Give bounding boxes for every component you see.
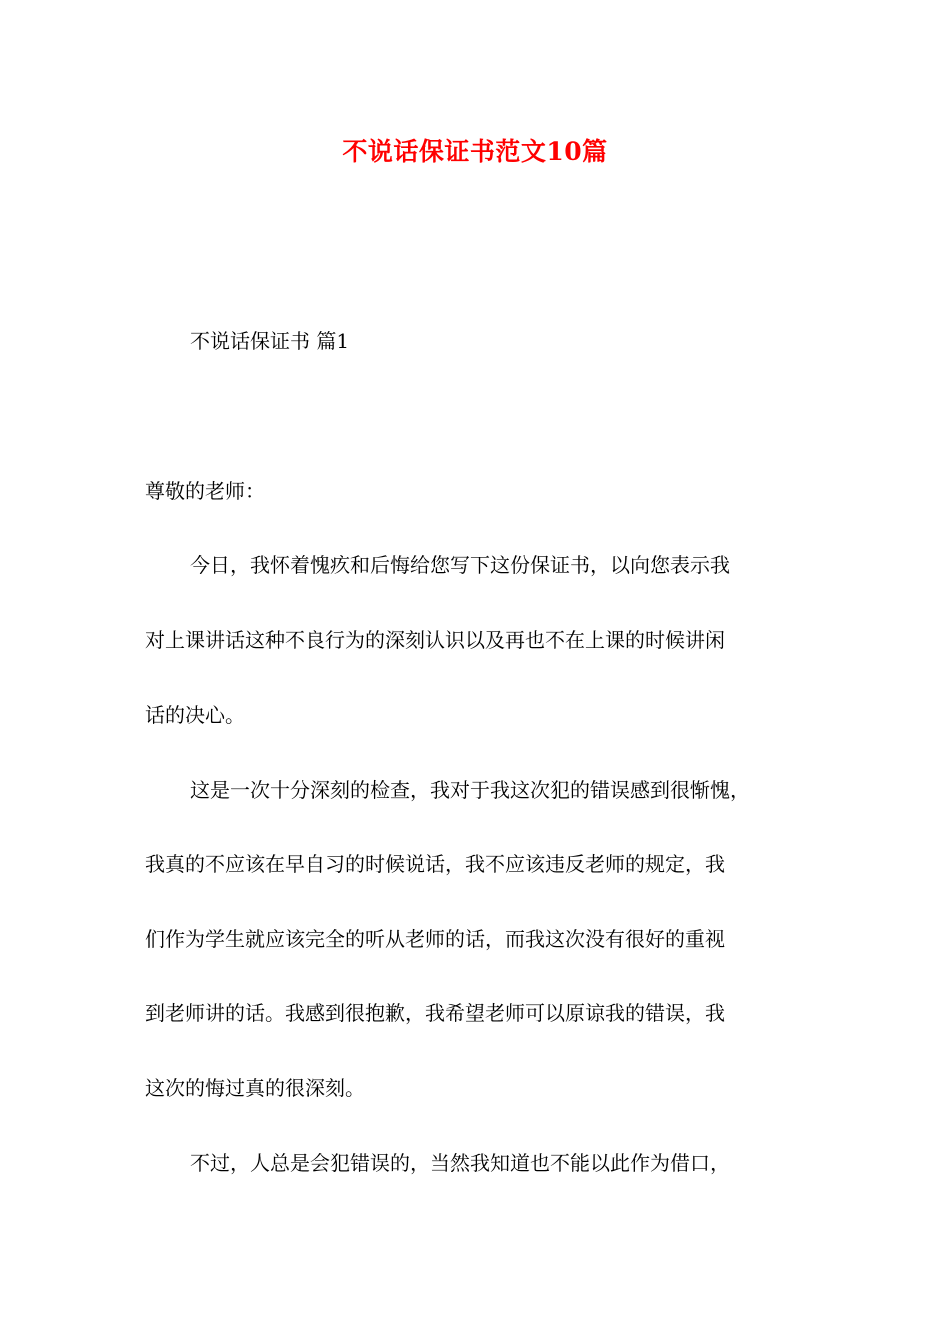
document-title: 不说话保证书范文10篇 [342,137,608,166]
salutation: 尊敬的老师： [145,479,265,503]
paragraph-line: 到老师讲的话。我感到很抱歉，我希望老师可以原谅我的错误，我 [145,1001,725,1025]
paragraph-line: 我真的不应该在早自习的时候说话，我不应该违反老师的规定，我 [145,852,725,876]
paragraph-line: 不过，人总是会犯错误的，当然我知道也不能以此作为借口， [190,1151,730,1175]
paragraph-line: 这次的悔过真的很深刻。 [145,1076,365,1100]
paragraph-line: 话的决心。 [145,703,245,727]
paragraph-line: 们作为学生就应该完全的听从老师的话，而我这次没有很好的重视 [145,927,725,951]
paragraph-line: 这是一次十分深刻的检查，我对于我这次犯的错误感到很惭愧， [190,778,750,802]
section-heading: 不说话保证书 篇1 [190,329,350,353]
paragraph-line: 对上课讲话这种不良行为的深刻认识以及再也不在上课的时候讲闲 [145,628,725,652]
paragraph-line: 今日，我怀着愧疚和后悔给您写下这份保证书，以向您表示我 [190,553,730,577]
